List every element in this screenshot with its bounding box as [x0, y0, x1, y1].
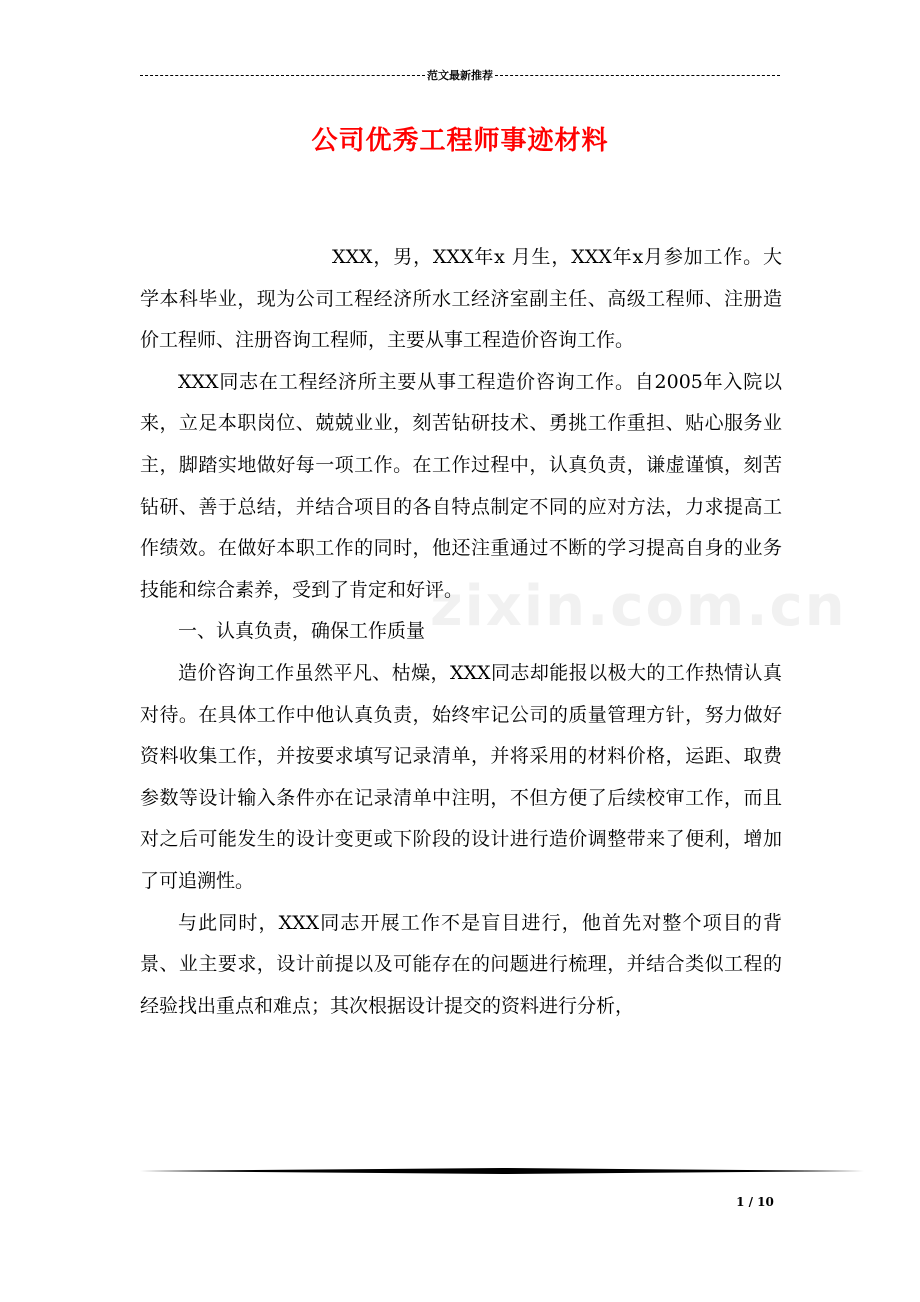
- footer-rule: [140, 1168, 864, 1174]
- document-title: 公司优秀工程师事迹材料: [311, 126, 609, 156]
- header-text: 范文最新推荐: [427, 69, 493, 82]
- document-body: [140, 237, 782, 1027]
- section-heading: 一、认真负责，确保工作质量: [178, 620, 426, 643]
- header-dash-left: [140, 75, 425, 76]
- page-number: 1 / 10: [736, 1195, 774, 1209]
- paragraph-overview: XXX同志在工程经济所主要从事工程造价咨询工作。自2005年入院以来，立足本职岗位、兢兢业业，刻苦钻研技术、勇挑工作重担、贴心服务业主，脚踏实地做好每一项工作。在工作过程中，认真负责，谦虚谨慎，刻苦钻研、善于总结，并结合项目的各自特点制定不同的应对方法，力求提高工作绩效。在做好本职工作的同时，他还注重通过不断的学习提高自身的业务技能和综合素养，受到了肯定和好评。: [140, 370, 782, 601]
- paragraph-method: 与此同时，XXX同志开展工作不是盲目进行，他首先对整个项目的背景、业主要求，设计前提以及可能存在的问题进行梳理，并结合类似工程的经验找出重点和难点；其次根据设计提交的资料进行分析，: [140, 911, 782, 1017]
- header-dash-right: [495, 75, 780, 76]
- paragraph-intro: XXX，男，XXX年x 月生，XXX年x月参加工作。大学本科毕业，现为公司工程经济所水工经济室副主任、高级工程师、注册造价工程师、注册咨询工程师，主要从事工程造价咨询工作。: [140, 246, 782, 352]
- page-header: [140, 66, 780, 84]
- paragraph-quality: 造价咨询工作虽然平凡、枯燥，XXX同志却能报以极大的工作热情认真对待。在具体工作中他认真负责，始终牢记公司的质量管理方针，努力做好资料收集工作，并按要求填写记录清单，并将采用的材料价格，运距、取费参数等设计输入条件亦在记录清单中注明，不但方便了后续校审工作，而且对之后可能发生的设计变更或下阶段的设计进行造价调整带来了便利，增加了可追溯性。: [140, 661, 782, 892]
- watermark: zixin.com.cn: [430, 574, 847, 639]
